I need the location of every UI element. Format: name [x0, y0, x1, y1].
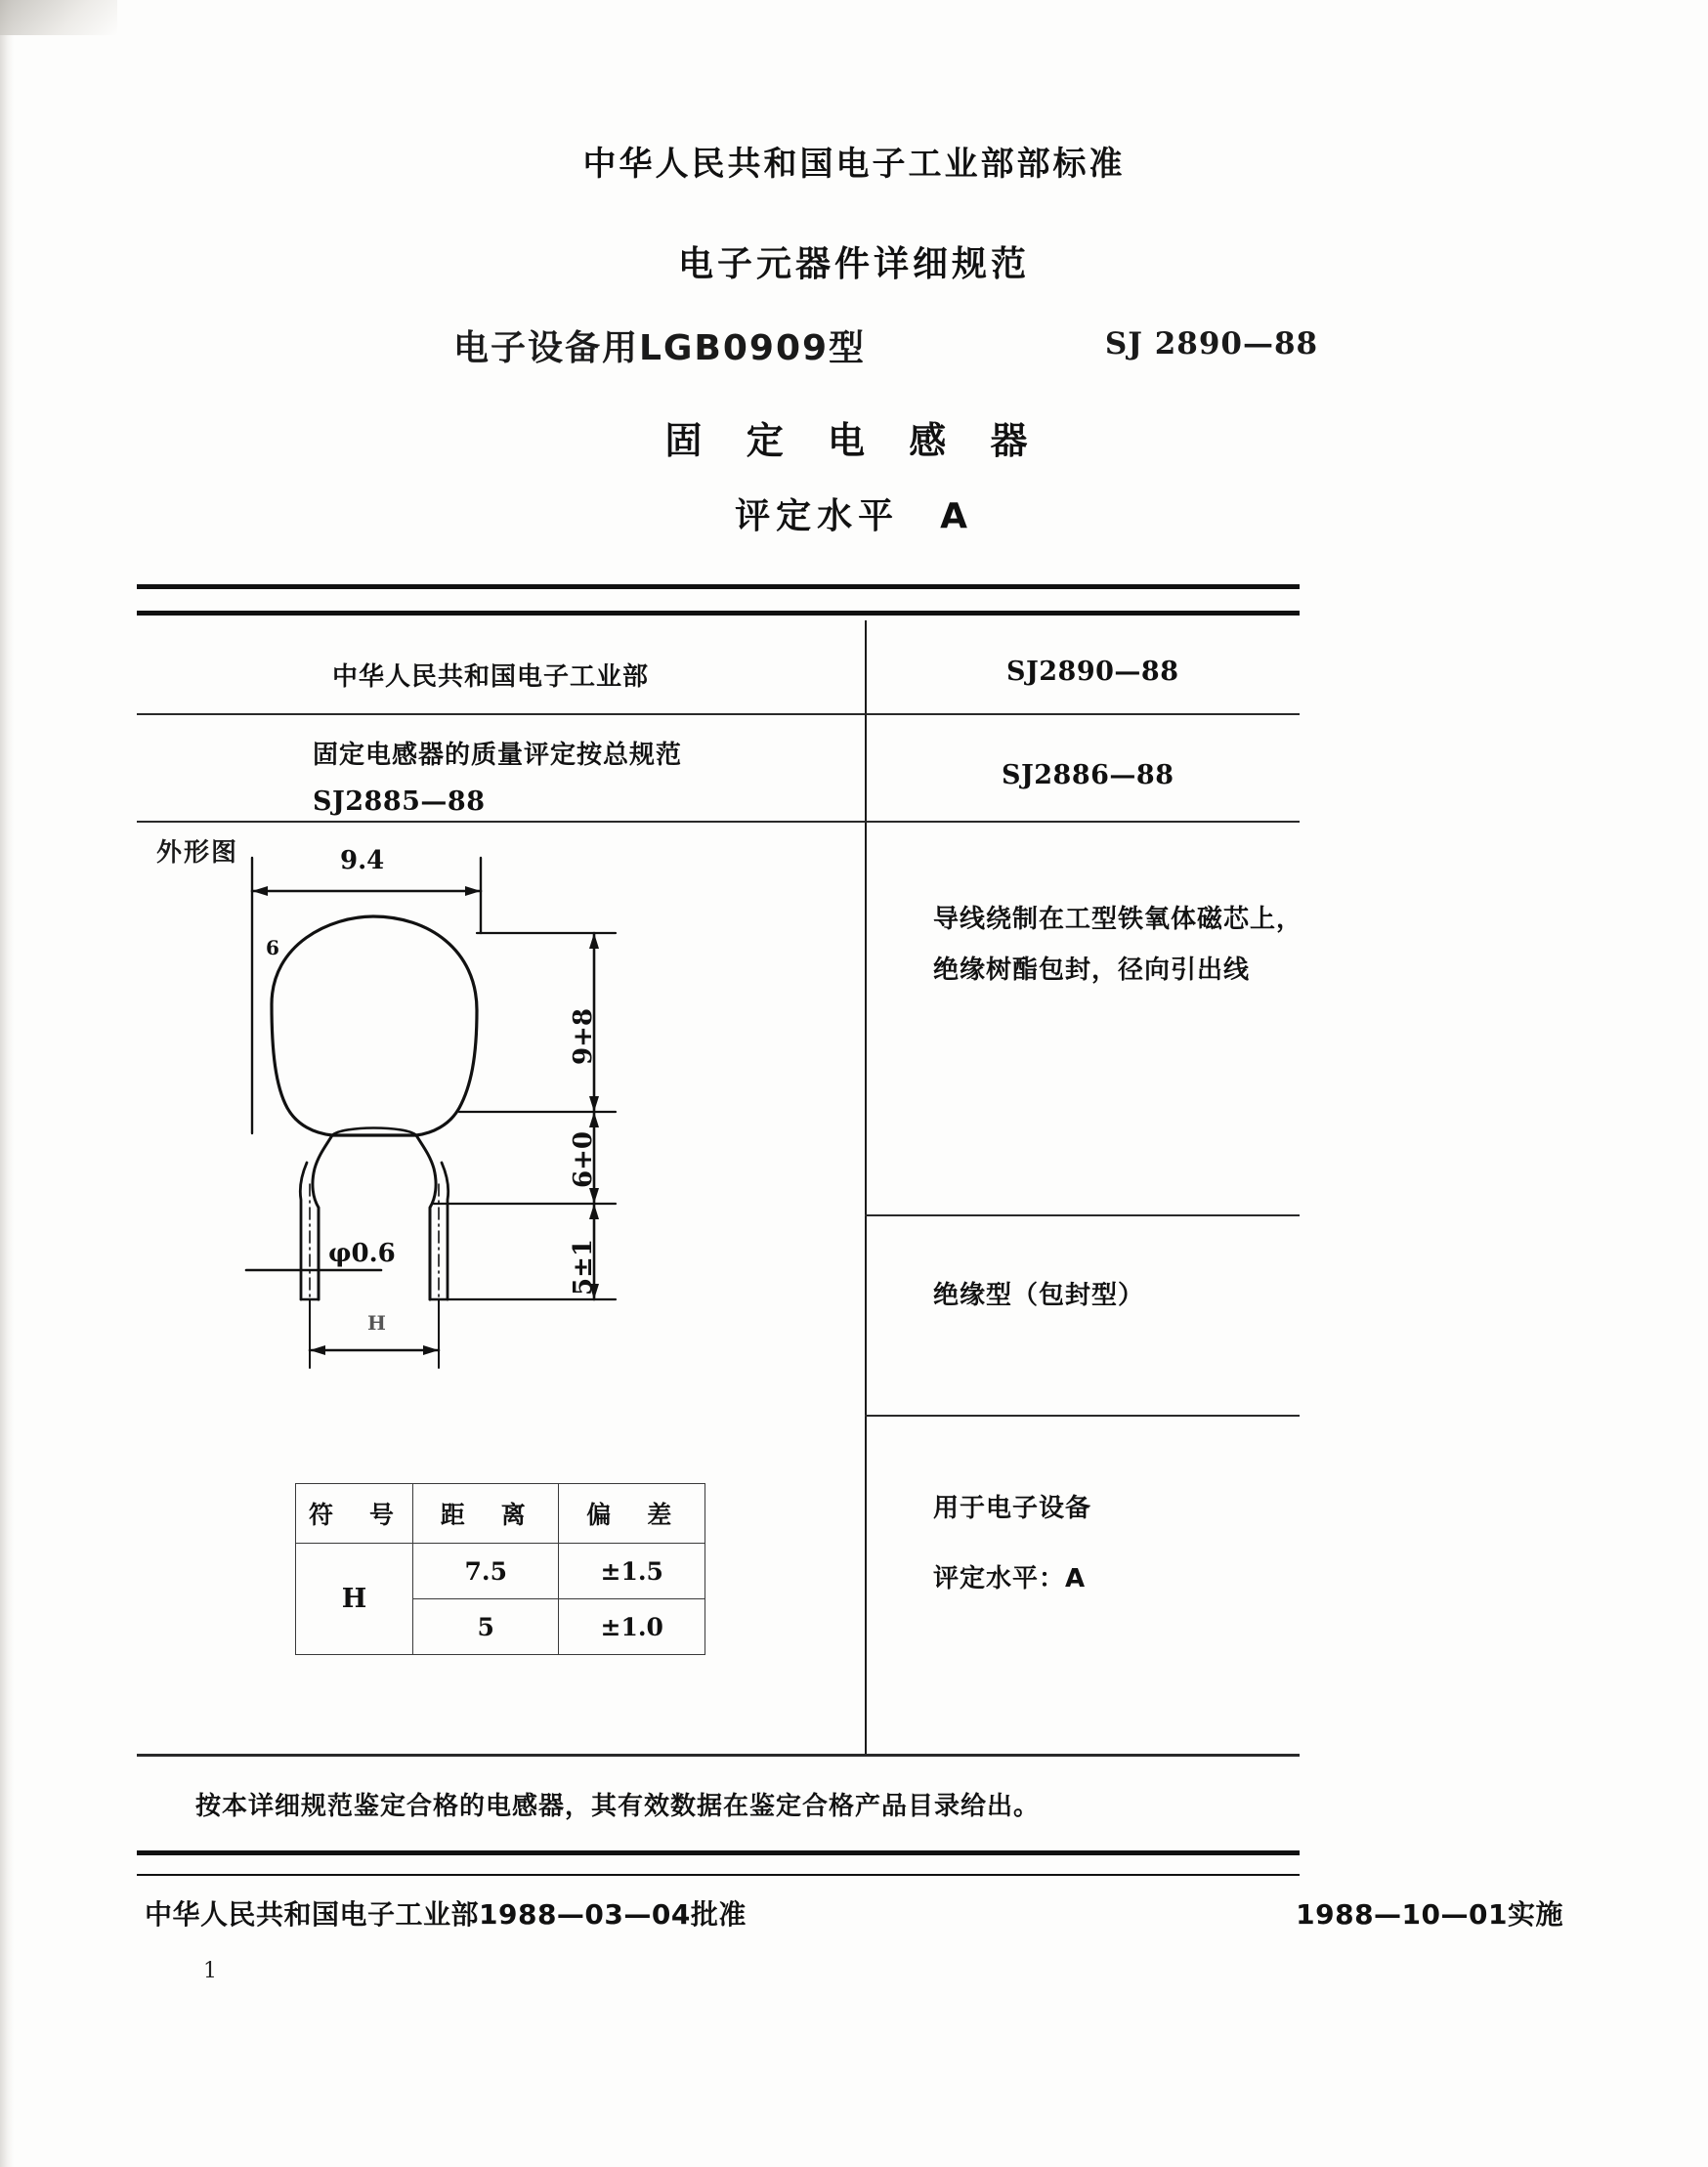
ferrite-core-description: 导线绕制在工型铁氧体磁芯上，绝缘树酯包封，径向引出线: [933, 905, 1303, 985]
approval-statement: 中华人民共和国电子工业部1988—03—04批准: [145, 1898, 747, 1931]
scan-corner-artifact: [0, 0, 117, 35]
inductor-outline-drawing: [225, 840, 831, 1407]
dimension-symbol-h: H: [296, 1544, 413, 1655]
dimension-table: [295, 1483, 705, 1655]
general-spec-code: SJ2885—88: [313, 786, 486, 817]
outline-drawing-svg: [225, 840, 831, 1407]
assessment-level-description: 评定水平：A: [933, 1564, 1087, 1593]
footer-rule-thick-1: [137, 1850, 1300, 1855]
table-vertical-divider: [865, 620, 867, 1754]
spec-title-line2: 电子设备用LGB0909型: [452, 328, 867, 368]
qualification-note: 按本详细规范鉴定合格的电感器，其有效数据在鉴定合格产品目录给出。: [195, 1792, 1041, 1821]
ministry-standard-heading: 中华人民共和国电子工业部部标准: [582, 145, 1126, 184]
dim-height-top-label: 9+8: [569, 1008, 598, 1065]
dimension-distance-1: 7.5: [412, 1544, 558, 1599]
standard-code-header: SJ 2890—88: [1104, 326, 1319, 361]
top-rule-thick-2: [137, 611, 1300, 616]
top-rule-thick: [137, 584, 1300, 589]
table-bottom-rule: [137, 1754, 1300, 1757]
spec-title-line1: 电子元器件详细规范: [677, 244, 1030, 284]
dim-lead-diameter-label: φ0.6: [328, 1239, 396, 1268]
usage-description: 用于电子设备: [933, 1494, 1092, 1523]
outline-drawing-label: 外形图: [156, 838, 239, 868]
dimension-col-symbol: 符 号: [296, 1484, 413, 1544]
dim-width-label: 9.4: [340, 846, 385, 875]
right-divider-1: [865, 1214, 1300, 1216]
table-row-divider-1: [137, 713, 1300, 715]
standard-code-cell: SJ2890—88: [1006, 657, 1179, 687]
dimension-distance-2: 5: [412, 1599, 558, 1655]
dim-h-symbol-label: H: [367, 1311, 386, 1335]
dimension-col-deviation: 偏 差: [559, 1484, 705, 1544]
table-row-divider-2: [137, 821, 1300, 823]
effective-date-statement: 1988—10—01实施: [1296, 1898, 1563, 1931]
quality-eval-text: 固定电感器的质量评定按总规范: [313, 741, 683, 770]
dimension-col-distance: 距 离: [412, 1484, 558, 1544]
sectional-spec-code: SJ2886—88: [1002, 760, 1174, 790]
spec-title-row: [0, 320, 1708, 379]
dim-height-bottom-label: 5±1: [569, 1239, 598, 1296]
footer-rule-thin: [137, 1874, 1300, 1876]
insulation-type-description: 绝缘型（包封型）: [933, 1281, 1145, 1310]
spec-title-line3: 固 定 电 感 器: [664, 419, 1044, 462]
dimension-deviation-2: ±1.0: [559, 1599, 705, 1655]
dimension-deviation-1: ±1.5: [559, 1544, 705, 1599]
table-row: [296, 1544, 705, 1599]
dim-small-mark: 6: [266, 936, 279, 959]
ministry-name-cell: 中华人民共和国电子工业部: [332, 662, 650, 692]
right-divider-2: [865, 1415, 1300, 1417]
dimension-table-header-row: [296, 1484, 705, 1544]
dim-height-mid-label: 6+0: [569, 1131, 598, 1188]
spec-title-line4: 评定水平 A: [735, 496, 973, 536]
page-number: 1: [203, 1959, 217, 1983]
